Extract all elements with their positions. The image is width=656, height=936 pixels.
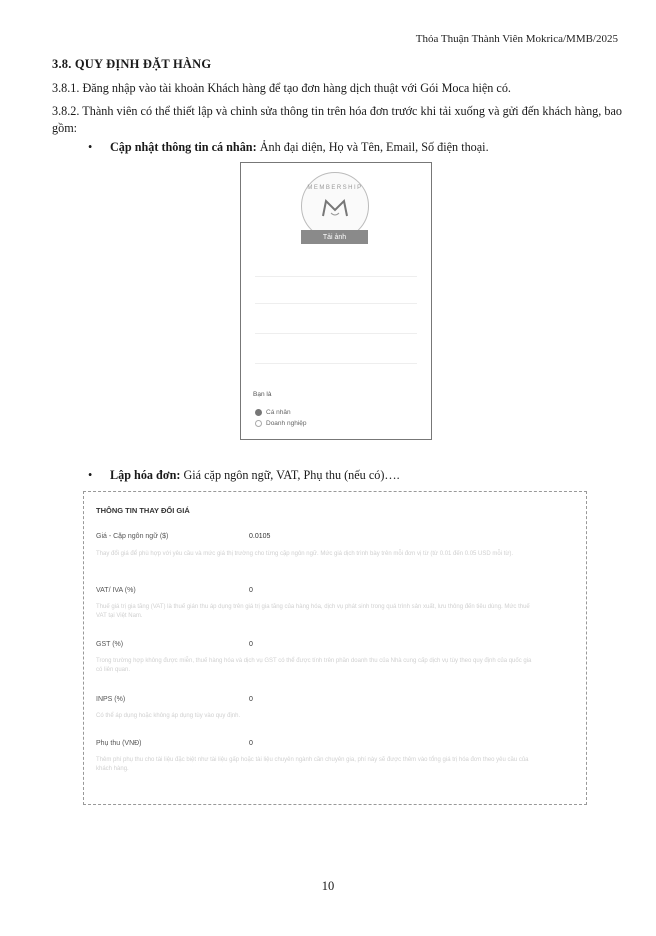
surcharge-field-label: Phụ thu (VNĐ) [96,740,142,747]
extra-field[interactable] [255,363,417,364]
radio-business[interactable] [255,420,306,427]
radio-individual[interactable] [255,409,291,416]
price-field-value[interactable]: 0.0105 [249,533,271,540]
email-field[interactable] [255,303,417,304]
vat-field-value[interactable]: 0 [249,587,253,594]
bullet-create-invoice [88,468,400,483]
gst-field-value[interactable]: 0 [249,641,253,648]
bullet-dot-icon: • [88,468,93,482]
phone-field[interactable] [255,333,417,334]
radio-checked-icon [255,409,262,416]
paragraph-3-8-2: 3.8.2. Thành viên có thể thiết lập và chỉnh sửa thông tin trên hóa đơn trước khi tải xuống và gửi đến khách hàng, bao gồm: [52,104,622,135]
radio-unchecked-icon [255,420,262,427]
gst-field-label: GST (%) [96,641,124,648]
surcharge-field-desc: Thêm phí phụ thu cho tài liệu đặc biệt như tài liệu gấp hoặc tài liệu chuyên ngành cần chuyên gia, phí này sẽ được thêm vào tổng giá trị hóa đơn theo yêu cầu của khách hàng. [96,757,529,772]
bullet-update-profile [88,140,489,155]
paragraph-3-8-1: 3.8.1. Đăng nhập vào tài khoản Khách hàng để tạo đơn hàng dịch thuật với Gói Moca hiện có. [52,81,511,95]
price-field-label: Giá - Cặp ngôn ngữ ($) [96,533,169,540]
bullet-label: Lập hóa đơn: [110,468,181,482]
gst-field-desc: Trong trường hợp không được miễn, thuế hàng hóa và dịch vụ GST có thể được tính trên phần doanh thu của Nhà cung cấp dịch vụ tùy theo quy định của quốc gia có liên quan. [96,658,532,673]
surcharge-field-value[interactable]: 0 [249,740,253,747]
bullet-label: Cập nhật thông tin cá nhân: [110,140,257,154]
name-field[interactable] [255,276,417,277]
account-type-label: Bạn là [253,391,272,398]
price-field-desc: Thay đổi giá để phù hợp với yêu cầu và mức giá thị trường cho từng cặp ngôn ngữ. Mức giá dịch trình bày trên mỗi đơn vị từ (từ 0.01 đến 0.05 USD mỗi từ). [96,551,514,557]
upload-photo-button[interactable]: Tải ảnh [301,230,368,244]
price-change-form-screenshot [83,491,587,805]
section-title: 3.8. QUY ĐỊNH ĐẶT HÀNG [52,57,212,71]
radio-label: Cá nhân [266,409,291,417]
inps-field-desc: Có thể áp dụng hoặc không áp dụng tùy vào quy định. [96,713,241,719]
radio-label: Doanh nghiệp [266,420,307,428]
price-form-title: THÔNG TIN THAY ĐỔI GIÁ [96,506,190,515]
vat-field-label: VAT/ IVA (%) [96,587,136,594]
bullet-dot-icon: • [88,140,93,154]
page-number: 10 [321,879,335,893]
inps-field-label: INPS (%) [96,696,126,703]
membership-logo-icon [320,197,350,219]
bullet-text: Ảnh đại diện, Họ và Tên, Email, Số điện thoại. [256,140,489,154]
inps-field-value[interactable]: 0 [249,696,253,703]
profile-form-screenshot [240,162,432,440]
bullet-text: Giá cặp ngôn ngữ, VAT, Phụ thu (nếu có)…. [180,468,400,482]
vat-field-desc: Thuế giá trị gia tăng (VAT) là thuế gián thu áp dụng trên giá trị gia tăng của hàng hóa, dịch vụ phát sinh trong quá trình sản xuất, lưu thông đến tiêu dùng. Mức thuế VAT tại Việt Nam. [96,604,530,619]
document-reference: Thỏa Thuận Thành Viên Mokrica/MMB/2025 [415,33,618,45]
avatar-membership-text: MEMBERSHIP [307,185,363,191]
